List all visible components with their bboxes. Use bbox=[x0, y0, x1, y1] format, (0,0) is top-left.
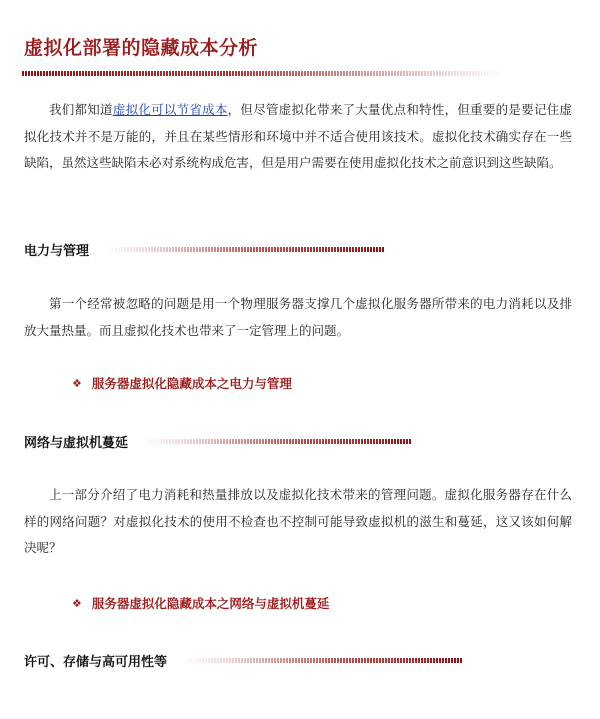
section-heading-licensing bbox=[24, 649, 463, 671]
intro-text-start: 我们都知道 bbox=[49, 102, 113, 117]
related-link-power[interactable] bbox=[72, 374, 292, 392]
title-divider bbox=[22, 71, 506, 76]
related-link-power-label[interactable]: 服务器虚拟化隐藏成本之电力与管理 bbox=[91, 376, 292, 391]
diamond-bullet-icon: ❖ bbox=[72, 376, 82, 390]
section-title-network: 网络与虚拟机蔓延 bbox=[24, 435, 129, 451]
related-link-network-label[interactable]: 服务器虚拟化隐藏成本之网络与虚拟机蔓延 bbox=[91, 596, 330, 611]
section-title-power: 电力与管理 bbox=[24, 243, 90, 259]
page-title: 虚拟化部署的隐藏成本分析 bbox=[24, 37, 259, 59]
related-link-network[interactable] bbox=[72, 594, 329, 612]
intro-text-rest: ，但尽管虚拟化带来了大量优点和特性，但重要的是要记住虚拟化技术并不是万能的，并且在某些情形和环境中并不适合使用该技术。虚拟化技术确实存在一些缺陷，虽然这些缺陷未必对系统构成危害，但是用户需要在使用虚拟化技术之前意识到这些缺陷。 bbox=[24, 102, 572, 170]
section-divider bbox=[142, 439, 412, 444]
intro-paragraph bbox=[24, 97, 572, 177]
section-title-licensing: 许可、存储与高可用性等 bbox=[24, 654, 168, 670]
section-divider bbox=[103, 247, 384, 252]
section-body-power: 第一个经常被忽略的问题是用一个物理服务器支撑几个虚拟化服务器所带来的电力消耗以及排放大量热量。而且虚拟化技术也带来了一定管理上的问题。 bbox=[24, 296, 572, 338]
section-heading-power bbox=[24, 238, 384, 260]
section-body-network: 上一部分介绍了电力消耗和热量排放以及虚拟化技术带来的管理问题。虚拟化服务器存在什么样的网络问题？对虚拟化技术的使用不检查也不控制可能导致虚拟机的滋生和蔓延，这又该如何解决呢？ bbox=[24, 487, 572, 555]
section-heading-network bbox=[24, 430, 412, 452]
section-divider bbox=[181, 658, 463, 663]
diamond-bullet-icon: ❖ bbox=[72, 596, 82, 610]
cost-saving-link[interactable]: 虚拟化可以节省成本 bbox=[112, 102, 228, 117]
